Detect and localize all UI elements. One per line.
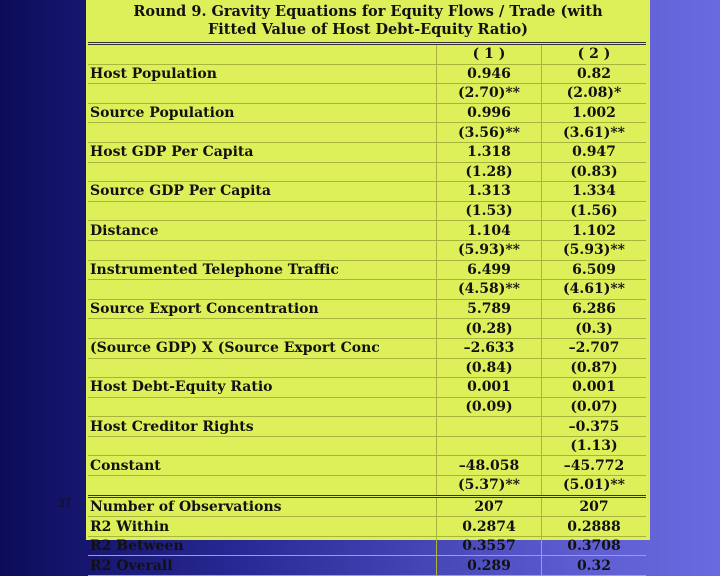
table-row: [88, 417, 646, 437]
column-1-value: –2.633: [437, 338, 542, 358]
column-1-value: 0.289: [437, 556, 542, 576]
table-row: [88, 436, 646, 456]
column-2-value: 0.32: [542, 556, 647, 576]
row-label: R2 Within: [88, 517, 437, 537]
stats-row: [88, 556, 646, 576]
table-row: [88, 358, 646, 378]
table-row: [88, 84, 646, 104]
column-1-value: 0.996: [437, 103, 542, 123]
table-row: [88, 221, 646, 241]
column-1-value: 0.001: [437, 378, 542, 398]
column-2-value: 207: [542, 496, 647, 517]
row-label: Source Population: [88, 103, 437, 123]
column-2-value: (1.56): [542, 201, 647, 221]
column-header-2: ( 2 ): [542, 44, 647, 65]
table-row: [88, 456, 646, 476]
row-label: Distance: [88, 221, 437, 241]
column-header-1: ( 1 ): [437, 44, 542, 65]
row-label: [88, 84, 437, 104]
column-2-value: (3.61)**: [542, 123, 647, 143]
column-1-value: (0.28): [437, 319, 542, 339]
table-panel: [86, 0, 650, 574]
row-label: [88, 397, 437, 417]
row-label: [88, 123, 437, 143]
column-1-value: (2.70)**: [437, 84, 542, 104]
table-row: [88, 397, 646, 417]
column-1-value: [437, 417, 542, 437]
column-2-value: 0.2888: [542, 517, 647, 537]
column-2-value: (4.61)**: [542, 280, 647, 300]
table-row: [88, 162, 646, 182]
column-2-value: (1.13): [542, 436, 647, 456]
column-1-value: (5.37)**: [437, 476, 542, 497]
column-1-value: (3.56)**: [437, 123, 542, 143]
column-2-value: 1.002: [542, 103, 647, 123]
row-label: [88, 162, 437, 182]
column-2-value: 1.334: [542, 182, 647, 202]
row-label: [88, 319, 437, 339]
table-row: [88, 182, 646, 202]
table-header-row: [88, 44, 646, 65]
column-1-value: 6.499: [437, 260, 542, 280]
table-row: [88, 338, 646, 358]
row-label: Host GDP Per Capita: [88, 142, 437, 162]
table-row: [88, 299, 646, 319]
column-2-value: (2.08)*: [542, 84, 647, 104]
column-1-value: 1.104: [437, 221, 542, 241]
column-2-value: 6.509: [542, 260, 647, 280]
row-label: [88, 358, 437, 378]
stats-row: [88, 496, 646, 517]
column-2-value: 0.82: [542, 64, 647, 84]
slide-number: 37: [58, 496, 72, 510]
column-1-value: (0.09): [437, 397, 542, 417]
stats-row: [88, 536, 646, 556]
table-row: [88, 260, 646, 280]
column-2-value: 0.3708: [542, 536, 647, 556]
table-title-line-2: Fitted Value of Host Debt-Equity Ratio): [207, 21, 529, 38]
table-row: [88, 103, 646, 123]
column-1-value: 0.2874: [437, 517, 542, 537]
table-row: [88, 142, 646, 162]
table-row: [88, 319, 646, 339]
column-2-value: 1.102: [542, 221, 647, 241]
column-2-value: (0.3): [542, 319, 647, 339]
column-1-value: (1.28): [437, 162, 542, 182]
column-1-value: (0.84): [437, 358, 542, 378]
table-row: [88, 378, 646, 398]
column-1-value: (1.53): [437, 201, 542, 221]
row-label: [88, 240, 437, 260]
row-label: Instrumented Telephone Traffic: [88, 260, 437, 280]
table-row: [88, 201, 646, 221]
column-2-value: (0.07): [542, 397, 647, 417]
column-1-value: 0.3557: [437, 536, 542, 556]
row-label: (Source GDP) X (Source Export Conc: [88, 338, 437, 358]
column-1-value: 207: [437, 496, 542, 517]
row-label: Source Export Concentration: [88, 299, 437, 319]
column-1-value: –48.058: [437, 456, 542, 476]
table-row: [88, 123, 646, 143]
row-label: Host Debt-Equity Ratio: [88, 378, 437, 398]
column-2-value: 6.286: [542, 299, 647, 319]
table-title: [86, 0, 650, 40]
table-row: [88, 240, 646, 260]
row-label: Constant: [88, 456, 437, 476]
column-1-value: 1.313: [437, 182, 542, 202]
table-row: [88, 280, 646, 300]
column-2-value: (0.83): [542, 162, 647, 182]
column-2-value: –2.707: [542, 338, 647, 358]
column-2-value: (5.01)**: [542, 476, 647, 497]
column-1-value: (5.93)**: [437, 240, 542, 260]
column-2-value: (5.93)**: [542, 240, 647, 260]
row-label: Number of Observations: [88, 496, 437, 517]
row-label: R2 Overall: [88, 556, 437, 576]
column-1-value: [437, 436, 542, 456]
stats-row: [88, 517, 646, 537]
column-1-value: 5.789: [437, 299, 542, 319]
regression-table: [88, 42, 646, 576]
row-label: [88, 201, 437, 221]
table-title-line-1: Round 9. Gravity Equations for Equity Flows / Trade (with: [133, 3, 603, 20]
table-row: [88, 64, 646, 84]
regression-table-body: [88, 44, 646, 576]
row-label: Host Population: [88, 64, 437, 84]
row-label: Source GDP Per Capita: [88, 182, 437, 202]
row-label: [88, 280, 437, 300]
column-2-value: 0.947: [542, 142, 647, 162]
row-label: Host Creditor Rights: [88, 417, 437, 437]
column-1-value: (4.58)**: [437, 280, 542, 300]
table-row: [88, 476, 646, 497]
row-label: [88, 476, 437, 497]
column-2-value: (0.87): [542, 358, 647, 378]
column-2-value: –45.772: [542, 456, 647, 476]
column-1-value: 1.318: [437, 142, 542, 162]
column-1-value: 0.946: [437, 64, 542, 84]
column-2-value: –0.375: [542, 417, 647, 437]
row-label: [88, 436, 437, 456]
row-label: R2 Between: [88, 536, 437, 556]
header-label-cell: [88, 44, 437, 65]
column-2-value: 0.001: [542, 378, 647, 398]
